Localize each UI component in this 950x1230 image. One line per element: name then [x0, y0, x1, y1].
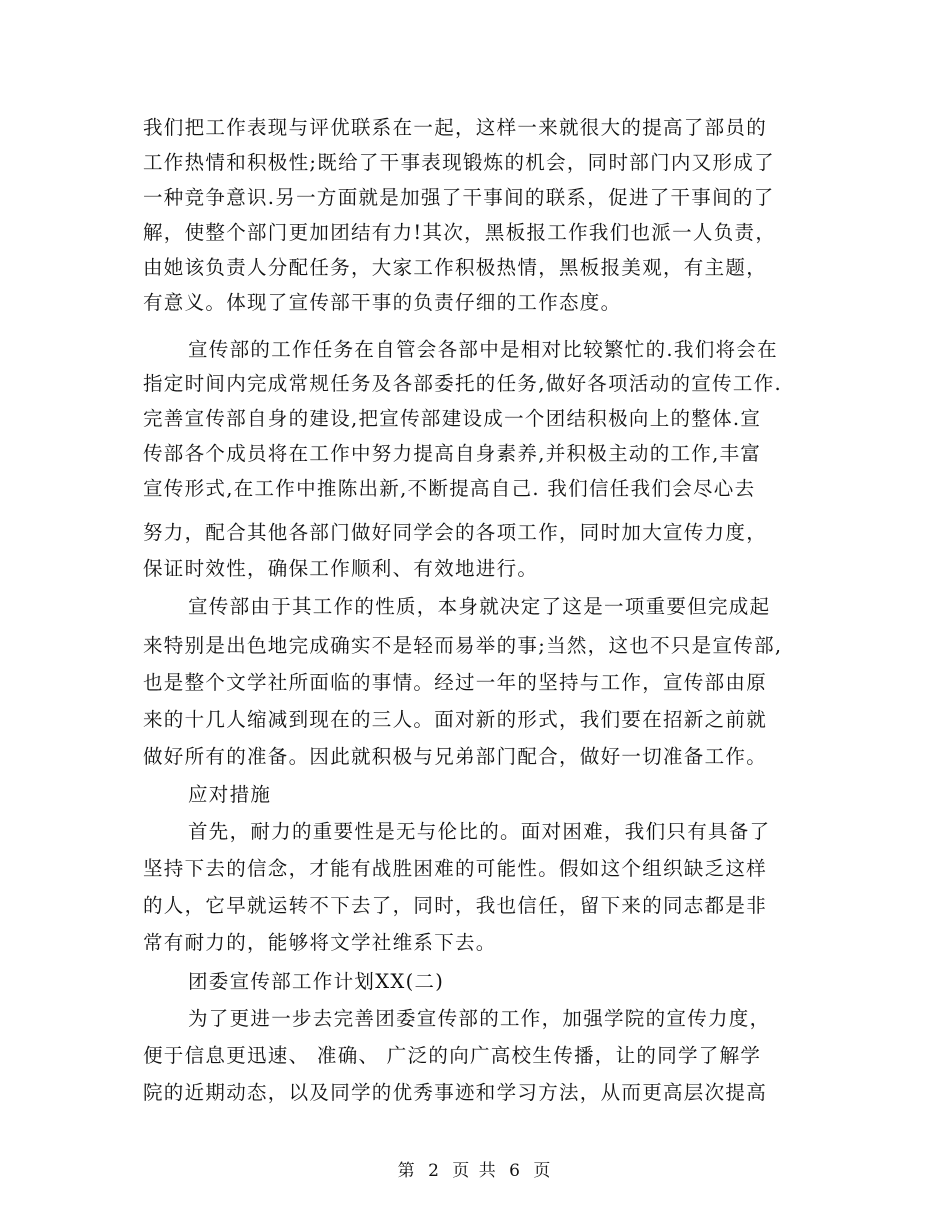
footer-middle: 页 共 [452, 1161, 498, 1181]
section-heading-measures: 应对措施 [188, 783, 272, 806]
paragraph-4-line: 的人，它早就运转不下去了，同时，我也信任，留下来的同志都是非 [143, 894, 768, 917]
paragraph-3-line: 来的十几人缩减到现在的三人。面对新的形式，我们要在招新之前就 [143, 708, 768, 731]
paragraph-4-line: 常有耐力的，能够将文学社维系下去。 [143, 931, 497, 954]
paragraph-3-line: 来特别是出色地完成确实不是轻而易举的事;当然，这也不只是宣传部, [143, 634, 783, 657]
paragraph-5-line: 便于信息更迅速、 准确、 广泛的向广高校生传播，让的同学了解学 [143, 1044, 762, 1067]
paragraph-3-line: 也是整个文学社所面临的事情。经过一年的坚持与工作，宣传部由原 [143, 671, 768, 694]
paragraph-2-line: 完善宣传部自身的建设,把宣传部建设成一个团结积极向上的整体.宣 [143, 407, 762, 430]
footer-total-pages: 6 [509, 1161, 522, 1181]
paragraph-1-line: 我们把工作表现与评优联系在一起，这样一来就很大的提高了部员的 [143, 116, 768, 139]
footer-suffix: 页 [533, 1161, 553, 1181]
paragraph-1-line: 工作热情和积极性;既给了干事表现锻炼的机会，同时部门内又形成了 [143, 151, 775, 174]
paragraph-2-line: 指定时间内完成常规任务及各部委托的任务,做好各项活动的宣传工作. [143, 372, 782, 395]
paragraph-2-line: 宣传形式,在工作中推陈出新,不断提高自己. 我们信任我们会尽心去 [143, 477, 756, 500]
paragraph-1-line: 有意义。体现了宣传部干事的负责仔细的工作态度。 [143, 291, 622, 314]
paragraph-5-line: 院的近期动态，以及同学的优秀事迹和学习方法，从而更高层次提高 [143, 1081, 768, 1104]
paragraph-1-line: 由她该负责人分配任务，大家工作积极热情，黑板报美观，有主题， [143, 256, 768, 279]
paragraph-3-line: 做好所有的准备。因此就积极与兄弟部门配合，做好一切准备工作。 [143, 745, 768, 768]
footer-prefix: 第 [397, 1161, 417, 1181]
footer-page-number: 2 [428, 1161, 441, 1181]
paragraph-2-line: 宣传部的工作任务在自管会各部中是相对比较繁忙的.我们将会在 [188, 338, 778, 361]
paragraph-5-line: 为了更进一步去完善团委宣传部的工作，加强学院的宣传力度， [188, 1007, 771, 1030]
paragraph-2-line: 努力，配合其他各部门做好同学会的各项工作，同时加大宣传力度， [143, 521, 768, 544]
paragraph-1-line: 解，使整个部门更加团结有力!其次，黑板报工作我们也派一人负责， [143, 221, 777, 244]
page-footer [0, 1156, 950, 1181]
paragraph-1-line: 一种竞争意识.另一方面就是加强了干事间的联系，促进了干事间的了 [143, 186, 775, 209]
paragraph-2-line: 保证时效性，确保工作顺利、有效地进行。 [143, 557, 539, 580]
paragraph-3-line: 宣传部由于其工作的性质，本身就决定了这是一项重要但完成起 [188, 595, 771, 618]
paragraph-4-line: 坚持下去的信念，才能有战胜困难的可能性。假如这个组织缺乏这样 [143, 857, 768, 880]
paragraph-4-line: 首先，耐力的重要性是无与伦比的。面对困难，我们只有具备了 [188, 820, 771, 843]
paragraph-2-line: 传部各个成员将在工作中努力提高自身素养,并积极主动的工作,丰富 [143, 442, 762, 465]
section-heading-plan-2: 团委宣传部工作计划XX(二) [188, 970, 445, 993]
